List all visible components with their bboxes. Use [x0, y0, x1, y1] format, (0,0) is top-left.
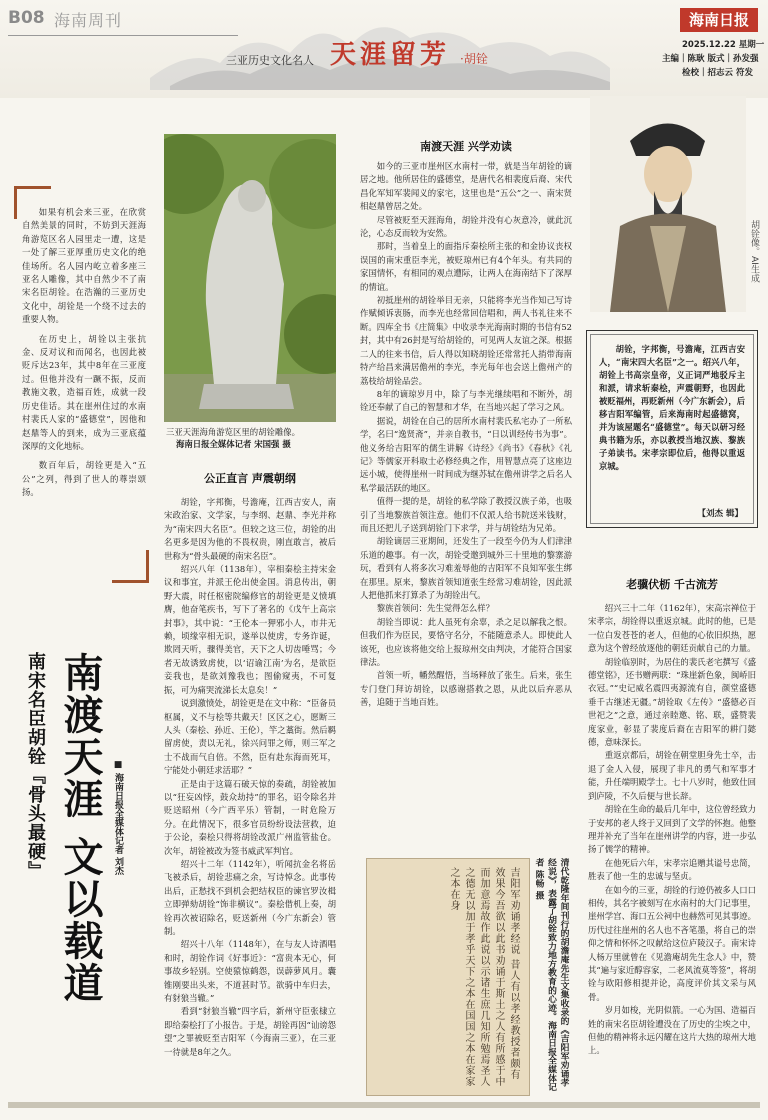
section1-title: 公正直言 声震朝纲: [204, 472, 296, 485]
series-sub: ·胡铨: [460, 52, 488, 66]
header-rule: [8, 35, 238, 36]
section2-paragraph: 8年的谪琼岁月中，除了与李光继续唱和不断外，胡铨还奉献了自己的智慧和才华，在当地兴起了学习之风。: [360, 388, 572, 413]
footer-rule: [8, 1102, 760, 1108]
section1-paragraph: 绍兴十二年（1142年），听闻抗金名将岳飞被杀后，胡铨悲痛之余，写诗悼念。此事传出后，正愁找不到机会把结权臣的谏官罗汝楫立即弹劾胡铨“饰非横议”。秦桧借机上奏，胡铨再次被诏除名，贬送新州（今广东新会）管制。: [164, 858, 336, 936]
statue-photo: [164, 134, 336, 422]
section3-paragraph: 绍兴三十二年（1162年），宋高宗禅位于宋孝宗，胡铨得以重返京城。此时的他，已是一位白发苍苍的老人，但他的心依旧炽热，愿意为这个曾经放逐他的朝廷贡献自己的力量。: [588, 603, 756, 654]
intro-paragraph: 如果有机会来三亚，在欣赏自然美景的同时，不妨到天涯海角游览区名人园里走一遭，这是一处了解三亚厚重历史文化的绝佳场所。名人园内屹立着多座三亚名人雕像，其中自然少不了南宋名臣胡铨。在浩瀚的三亚历史文化中，胡铨是一个绕不过去的重要人物。: [22, 207, 146, 325]
statue-illustration: [164, 134, 336, 422]
section3-paragraph: 在他死后六年，宋孝宗追赠其谥号忠简，胜表了他一生的忠诚与坚贞。: [588, 857, 756, 882]
bio-box-signature: 【刘杰 辑】: [697, 509, 743, 519]
masthead: [0, 0, 768, 98]
book-page-text: 吉阳军劝诵孝经说 昔人有以孝经教授者颇有效果今吾欲以此书劝诵于斯土之人有所感于中而加意焉故作此说以示诸生庶几知所勉焉圣人之德无以加于孝乎天下之本在国国之本在家家之本在身: [448, 867, 519, 1087]
book-photo: [366, 858, 530, 1096]
section2-paragraph: 胡铨谪居三亚期间，还发生了一段至今仍为人们津津乐道的趣事。有一次，胡铨受邀到城外三十里地的黎寨游玩，看到有人将多次习难羞辱他的吉阳军不良知军张生绑在那里。原来，黎族首领知道张生经常习难胡铨，因此派人把他抓来打算杀了为胡铨出气。: [360, 536, 572, 600]
intro-paragraph: 数百年后，胡铨更是入“五公”之列，得到了世人的尊崇颂扬。: [22, 460, 146, 498]
portrait-caption: 胡铨像。AI生成: [749, 220, 759, 283]
portrait-image: [590, 96, 746, 312]
section2-paragraph: 据说，胡铨在自己的居所水南村裴氏私宅办了一所私学，名曰“逸贤斋”，并亲自教书，“日以训经传书为事”。他义务给吉阳军的儒生讲解《诗经》《尚书》《春秋》《礼记》等儒家开科取士必修经典之作，用智慧点亮了这座边远小城，使得崖州一时间成为继苏轼在儋州讲学之后名人私学最活跃的地区。: [360, 415, 572, 493]
section2-body: [360, 160, 572, 850]
statue-caption-2: 海南日报全媒体记者 宋国强 摄: [176, 439, 291, 449]
section2-paragraph: 值得一提的是，胡铨的私学除了教授汉族子弟，也吸引了当地黎族首领注意。他们不仅派人给书院送米钱财，而且还把儿子送到胡铨门下求学，并与胡铨结为兄弟。: [360, 496, 572, 533]
section3-body: [588, 602, 756, 1096]
paper-logo-text: 海南日报: [688, 11, 749, 29]
section3-title: 老骥伏枥 千古流芳: [626, 578, 718, 591]
section-logo: 海南周刊: [54, 11, 123, 30]
headline-main: 南渡天涯 文以载道: [57, 652, 103, 1004]
section3-paragraph: 重返京都后，胡铨在朝堂胆身先士卒，击退了金人入侵，展现了非凡的勇气和军事才能，升任端明殿学士。七十八岁时，他致仕回到庐陵，不久后便与世长辞。: [588, 750, 756, 801]
section1-paragraph: 说到激愤处，胡铨更是在文中称：“臣备员枢属，义不与桧等共戴天！区区之心，愿断三人头（秦桧、孙近、王伦），竿之藁街。然后羁留虏使，责以无礼，徐兴问罪之师，则三军之士不战而气自倍。不然，臣有赴东海而死耳，宁能处小朝廷求活耶？”: [164, 698, 336, 776]
portrait-illustration: [590, 96, 746, 312]
section2-paragraph: 那时，当着皇上的面指斥秦桧所主张的和金协议丧权误国的南宋重臣李光，被贬琼州已有4个年头。有共同的家国情怀，有相同的观点遭际，让两人在海南结下了深厚的情谊。: [360, 241, 572, 292]
editors-line2: 检校｜招志云 符发: [682, 68, 753, 78]
headline-byline: ■ 海南日报全媒体记者 刘杰: [113, 760, 123, 876]
editors-line1: 主编｜陈耿 版式｜孙发强: [662, 54, 759, 64]
page-number: B08: [8, 8, 45, 28]
section2-paragraph: 初抵崖州的胡铨举目无亲，只能将李光当作知己写诗作赋倾诉衷肠，而李光也经常回信唱和，两人书礼往来不断。四库全书《庄简集》中收录李光海南时期的书信有52封，其中有26封是写给胡铨的，可见两人友谊之深。根据二人的往来书信，后人得以知晓胡铨还常常托人捎带海南特产给昌来满居儋州的李光，李光每年也会送上儋州产的荔枝给胡铨品尝。: [360, 295, 572, 386]
book-photo-caption: 清代乾隆年间刊行的胡澹庵先生文集收录的《吉阳军劝诵孝经说》，表露了胡铨致力地方教育的心迹。海南日报全媒体记者 陈畅 摄: [533, 858, 569, 1092]
section1-paragraph: 绍兴八年（1138年），宰相秦桧主持宋金议和事宜，并派王伦出使金国。消息传出，朝野大震，时任枢密院编修官的胡铨更是义愤填膺，他奋笔疾书，写下了著名的《戊午上高宗封事》，其中说：“王伦本一狎邪小人，市井无赖，顷缘宰相无识，遂举以使虏，专务诈诞，欺罔天听，骤得美官，天下之人切齿唾骂；今者无故诱致虏使，以‘诏谕江南’为名，是欲臣妾我也，是欲刘豫我也；图偷窥夷，不可复振，可为痛哭流涕长太息矣！”: [164, 564, 336, 695]
intro-bracket-bottom: [112, 550, 149, 583]
section1-paragraph: 看到“豺狼当辙”四字后，新州守臣张棣立即给秦桧打了小报告。于是，胡铨再因“讪谤怨望”之罪被贬至吉阳军（今海南三亚），在三亚一待就是8年之久。: [164, 1006, 336, 1057]
section2-paragraph: 黎族首领问：先生觉得怎么样？: [376, 603, 495, 614]
section2-title: 南渡天涯 兴学劝读: [420, 140, 512, 153]
intro-text: [22, 206, 146, 566]
bio-box-text: 胡铨，字邦衡，号澹庵，江西吉安人，“南宋四大名臣”之一。绍兴八年，胡铨上书高宗皇帝，义正词严地驳斥主和派，请求斩秦桧，声震朝野，也因此被贬福州，再贬新州（今广东新会），后移吉阳军编管，后来海南时起盛德窝，并为该屋题名“盛德堂”。每天以研习经典书籍为乐，亦以教授当地汉族、黎族子弟读书。宋孝宗即位后，他得以重返京城。: [599, 344, 745, 471]
intro-paragraph: 在历史上，胡铨以主张抗金、反对议和而闻名，也因此被贬斥达23年，其中8年在三亚度过。但他并没有一蹶不振，反而教施文教，造福百姓，成就一段历史佳话。其在崖州住过的水南村裴氏人家的“盛德堂”，因他和赵鼎等人的到来，成为三亚底蕴深厚的文化地标。: [22, 333, 146, 451]
headline-sub: 南宋名臣胡铨『骨头最硬』: [25, 652, 46, 880]
section1-paragraph: 胡铨，字邦衡，号澹庵，江西吉安人，南宋政治家、文学家，与李纲、赵鼎、李光并称为“南宋四大名臣”。但较之这三位，胡铨的出名更多是因为他的不畏权贵，刚直敢言，被后世称为“骨头最硬的南宋名臣”。: [164, 497, 336, 561]
section2-paragraph: 首领一听，幡然醒悟，当场释放了张生。后来，张生专门登门拜访胡铨，以感谢搭救之恩，从此以后弃恶从善，追随于当地百姓。: [360, 670, 572, 708]
series-title: 天涯留芳: [330, 40, 451, 70]
bio-box: [586, 330, 758, 528]
section2-paragraph: 如今的三亚市崖州区水南村一带，就是当年胡铨的谪居之地。他所居住的盛德堂，是唐代名相裴度后裔、宋代昌化军知军裴闻义的家宅，这里也是“五公”之一、南宋贤相赵鼎曾居之处。: [360, 161, 572, 212]
issue-date: 2025.12.22 星期一: [682, 40, 765, 50]
section1-paragraph: 绍兴十八年（1148年），在与友人诗酒唱和时，胡铨作词《好事近》：“富贵本无心，何事故乡轻别。空使猿惊鹤怨，误薜萝风月。囊锥刚要出头来，不道甚时节。欲骑中车归去，有豺狼当辙。”: [164, 939, 336, 1004]
section3-paragraph: 岁月如梭，光阴似箭。一心为国、造福百姓的南宋名臣胡铨遭没在了历史的尘埃之中，但他的精神将永远闪耀在这片大热的琼州大地上。: [588, 1005, 756, 1056]
series-label: 三亚历史文化名人: [226, 54, 314, 67]
statue-caption-1: 三亚天涯海角游览区里的胡铨雕像。: [166, 427, 300, 437]
section1-paragraph: 正是由于这篇石破天惊的奏疏，胡铨被加以“狂妄凶悖，鼓众劫持”的罪名，诏令除名并贬送昭州（今广西平乐）管制，一时危险万分。在此情况下，很多官员纷纷设法营救，迫于公论，秦桧只得将胡铨改派广州监管盐仓。次年，胡铨被改为签书威武军判官。: [164, 778, 336, 856]
section1-body: [164, 496, 336, 1096]
section3-paragraph: 在如今的三亚，胡铨的行迹仍被多人口口相传，其名字被刻写在水南村的大门记事里，崖州学宫、海口五公祠中也赫然可见其事迹。历代过往崖州的名人也不吝笔墨，将自己的崇仰之情和怀怀之叹献给这位庐陵汉子。南宋诗人杨万里就曾在《见澹庵胡先生念人》中，赞其“遍与家近醇容家，二老风流莫等签”，将胡铨与欧阳修相提并论，高度评价其文采与风骨。: [588, 884, 756, 1002]
paper-logo: [680, 8, 758, 32]
section3-paragraph: 胡铨在生命的最后几年中，这位曾经致力于安邦的老人终于又回到了文学的怀抱。他整理并补充了当年在崖州讲学的内容，进一步弘扬了儒学的精神。: [588, 804, 756, 855]
section2-paragraph: 尽管被贬至天涯海角，胡铨并没有心灰意冷，就此沉沦，心态反而较为安然。: [360, 214, 572, 239]
section3-paragraph: 胡铨临别时，为居住的裴氏老宅撰写《盛德堂铭》，还书赠两联：“珠崖新色象，闽峤旧衣冠。”“史记威名震四夷源流有自，颜堂盛德垂千古继述无疆。”胡铨取《左传》“盛德必百世祀之”之意，通过亲睦邀、铭、联，盛赞裴度家业，彰显了裴度后裔在吉阳军的耕门懿德，意味深长。: [588, 656, 756, 748]
section2-paragraph: 胡铨当即说：此人虽死有余辜，杀之足以解我之恨。但我们作为臣民，要恪守名分，不能随意杀人。即使此人该死，也应该将他交给上报琼州交由判决，才能符合国家律法。: [360, 616, 572, 668]
